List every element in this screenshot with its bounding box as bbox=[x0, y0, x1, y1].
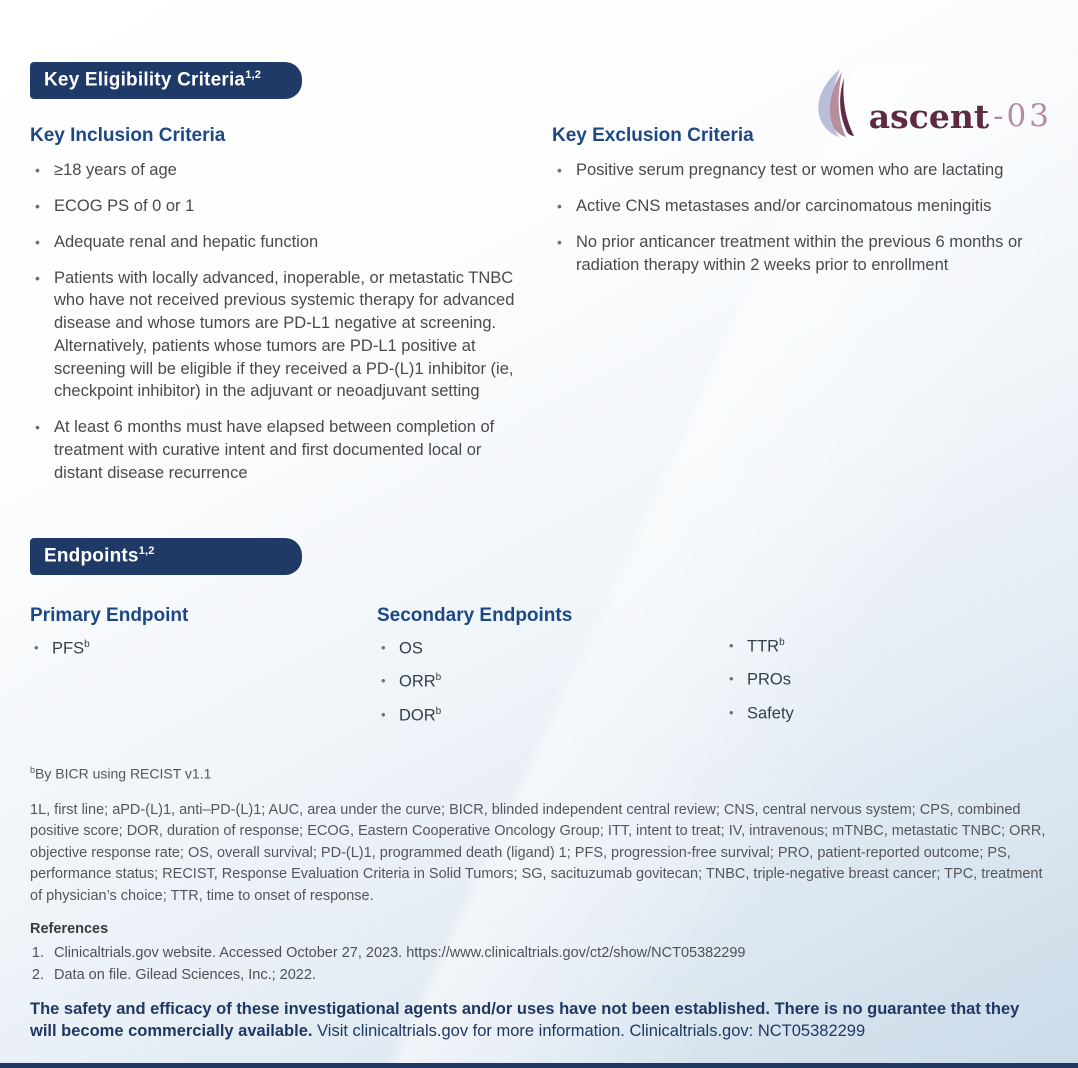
endpoints-columns bbox=[30, 605, 1050, 740]
reference-item: 2. Data on file. Gilead Sciences, Inc.; 2022. bbox=[48, 965, 1050, 987]
list-item: • TTR$^b$ bbox=[725, 637, 1050, 657]
criteria-columns bbox=[30, 125, 1050, 497]
secondary-endpoints-column-2 bbox=[725, 605, 1050, 740]
abbreviations-paragraph: 1L, first line; aPD-(L)1, anti–PD-(L)1; AUC, area under the curve; BICR, blinded independent central review; CNS, central nervous system; CPS, combined positive score; DOR, duration of response; ECOG, Eastern Cooperative Oncology Group; ITT, intent to treat; IV, intravenous; mTNBC, metastatic TNBC; ORR, objective response rate; OS, overall survival; PD-(L)1, programmed death (ligand) 1; PFS, progression-free survival; PRO, patient-reported outcome; PS, performance status; RECIST, Response Evaluation Criteria in Solid Tumors; SG, sacituzumab govitecan; TNBC, triple-negative breast cancer; TPC, treatment of physician’s choice; TTR, time to onset of response. bbox=[30, 802, 1046, 904]
list-item: • No prior anticancer treatment within the previous 6 months or radiation therapy within 2 weeks prior to enrollment bbox=[552, 231, 1046, 277]
eligibility-header-label: Key Eligibility Criteria bbox=[44, 69, 246, 91]
secondary-endpoints-column-1 bbox=[377, 605, 725, 740]
endpoints-header-sup: 1,2 bbox=[138, 544, 155, 557]
inclusion-title: Key Inclusion Criteria bbox=[30, 125, 226, 147]
list-item: • Patients with locally advanced, inoperable, or metastatic TNBC who have not received previous systemic therapy for advanced disease and whose tumors are PD-L1 negative at screening. Alternatively, patients whose tumors are PD-L1 positive at screening will be eligible if they received a PD-(L)1 inhibitor (ie, checkpoint inhibitor) in the adjuvant or neoadjuvant setting bbox=[30, 267, 526, 404]
endpoints-header-label: Endpoints bbox=[44, 544, 139, 566]
list-item: • At least 6 months must have elapsed between completion of treatment with curative intent and first documented local or distant disease recurrence bbox=[30, 416, 526, 484]
list-item: • Active CNS metastases and/or carcinomatous meningitis bbox=[552, 195, 1006, 218]
secondary-endpoint-list-2 bbox=[725, 637, 1050, 724]
list-item: • PROs bbox=[725, 670, 1050, 690]
bottom-accent-bar bbox=[0, 1063, 1078, 1068]
primary-endpoint-list bbox=[30, 639, 377, 659]
list-item: • Positive serum pregnancy test or women who are lactating bbox=[552, 159, 1006, 182]
footnote-b: $^b$By BICR using RECIST v1.1 bbox=[30, 765, 212, 782]
list-item: • Adequate renal and hepatic function bbox=[30, 231, 526, 254]
exclusion-title: Key Exclusion Criteria bbox=[552, 125, 754, 147]
references-list bbox=[30, 943, 1050, 987]
secondary-endpoint-list-1 bbox=[377, 639, 725, 726]
logo-wordmark: ascent bbox=[868, 97, 990, 136]
reference-item: 1. Clinicaltrials.gov website. Accessed October 27, 2023. https://www.clinicaltrials.gov/ct2/show/NCT05382299 bbox=[48, 943, 1050, 965]
exclusion-column bbox=[552, 125, 1050, 497]
exclusion-list bbox=[552, 159, 1050, 276]
disclaimer-regular-text: Visit clinicaltrials.gov for more information. Clinicaltrials.gov: NCT05382299 bbox=[312, 1021, 866, 1040]
inclusion-list bbox=[30, 159, 526, 484]
primary-endpoint-column bbox=[30, 605, 377, 740]
list-item: • Safety bbox=[725, 704, 1050, 724]
list-item: • ORR$^b$ bbox=[377, 672, 725, 692]
references-title: References bbox=[30, 921, 109, 938]
primary-endpoint-title: Primary Endpoint bbox=[30, 604, 189, 626]
eligibility-section-header bbox=[30, 62, 302, 99]
eligibility-header-sup: 1,2 bbox=[245, 69, 262, 81]
logo-number: -03 bbox=[993, 98, 1052, 134]
disclaimer-bold-text: The safety and efficacy of these investigational agents and/or uses have not been established. There is no guarantee that they will become commercially available. bbox=[30, 999, 1020, 1040]
list-item: • PFS$^b$ bbox=[30, 639, 377, 659]
secondary-endpoints-title: Secondary Endpoints bbox=[377, 604, 573, 626]
list-item: • ≥18 years of age bbox=[30, 159, 526, 182]
list-item: • DOR$^b$ bbox=[377, 706, 725, 726]
endpoints-section-header bbox=[30, 538, 302, 575]
inclusion-column bbox=[30, 125, 526, 497]
column-spacer bbox=[725, 605, 1050, 637]
list-item: • OS bbox=[377, 639, 725, 659]
list-item: • ECOG PS of 0 or 1 bbox=[30, 195, 526, 218]
safety-disclaimer bbox=[30, 999, 1050, 1043]
